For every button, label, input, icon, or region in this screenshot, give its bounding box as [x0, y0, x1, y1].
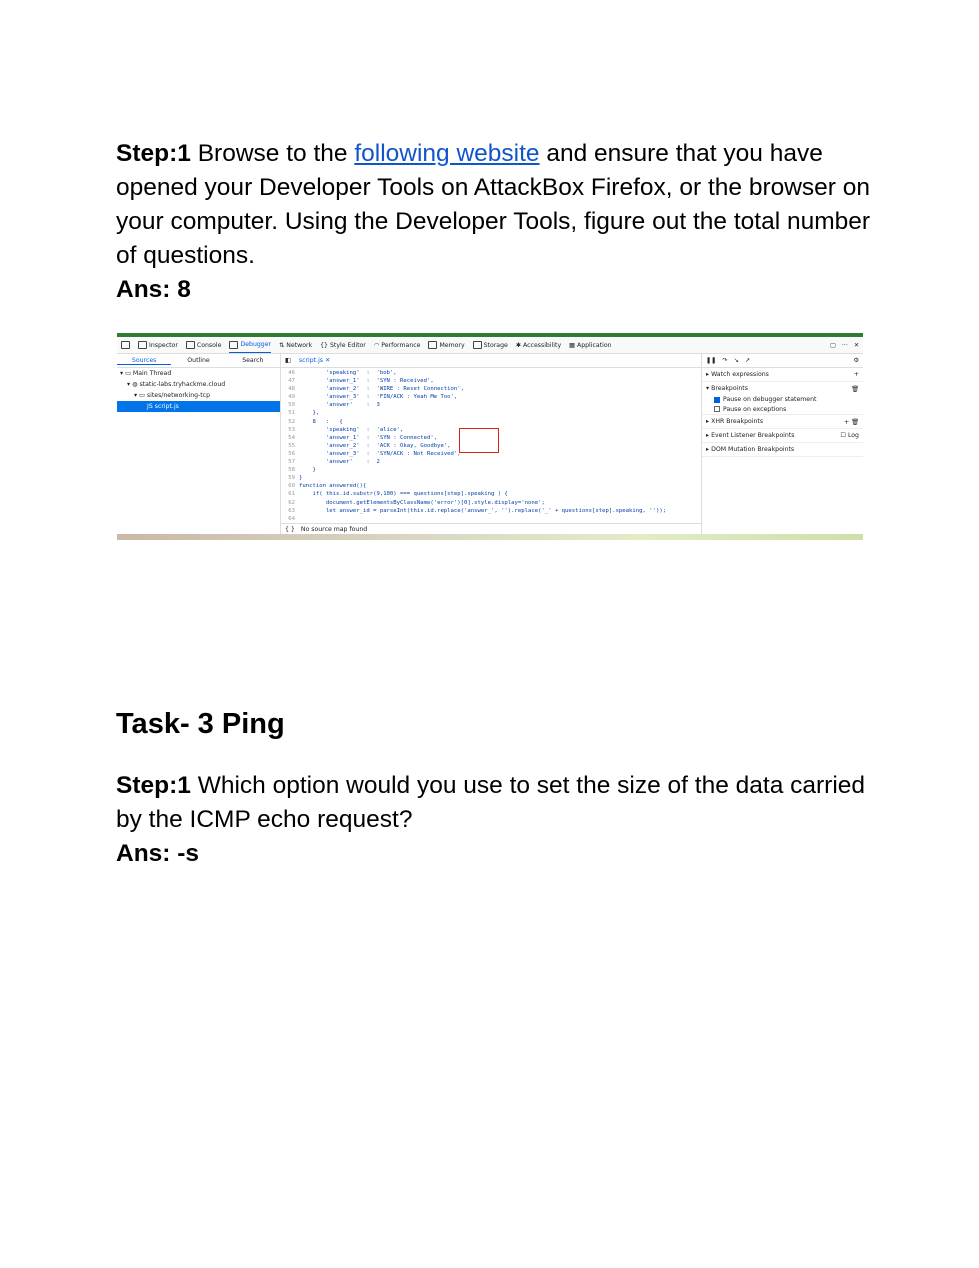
line-text: let answer_id = parseInt(this.id.replace('answer_', '').replace('_' + questions[step].speaking, '')); [299, 507, 667, 514]
code-line [281, 466, 701, 474]
code-line [281, 401, 701, 409]
debugger-icon [229, 341, 238, 349]
tool-application[interactable]: ▦ Application [569, 341, 612, 349]
line-number[interactable]: 49 [288, 394, 295, 401]
line-number[interactable]: 55 [288, 442, 295, 449]
task3-heading: Task- 3 Ping [116, 708, 285, 740]
tool-style-editor[interactable]: {} Style Editor [320, 341, 366, 349]
line-text: 'answer_3' : 'SYN/ACK : Not Received', [299, 450, 461, 457]
tool-console[interactable]: Console [186, 341, 222, 349]
line-number[interactable]: 60 [288, 483, 295, 490]
file-tab-script[interactable]: script.js ✕ [298, 357, 331, 364]
task3-paragraph [116, 769, 876, 871]
line-number[interactable]: 54 [288, 434, 295, 441]
network-icon: ⇅ [279, 341, 285, 349]
code-line [281, 377, 701, 385]
line-number[interactable]: 48 [288, 386, 295, 393]
gauge-icon: ◠ [373, 341, 380, 349]
code-pane [281, 354, 702, 534]
close-icon[interactable]: ✕ [853, 341, 859, 349]
line-number[interactable]: 46 [288, 370, 295, 376]
tab-search[interactable]: Search [242, 357, 264, 364]
file-tabs [281, 354, 701, 368]
pick-element-icon[interactable] [121, 341, 130, 349]
tab-sources[interactable]: Sources [117, 357, 171, 365]
more-icon[interactable]: ··· [841, 341, 848, 349]
tab-outline[interactable]: Outline [187, 357, 210, 364]
source-tree [117, 368, 280, 412]
no-source-map-label: No source map found [300, 525, 368, 533]
settings-icon[interactable]: ⚙ [853, 357, 859, 364]
add-trash-icon[interactable]: + 🗑 [843, 418, 859, 426]
step-in-icon[interactable]: ↘ [733, 357, 739, 364]
highlight-box [459, 428, 499, 453]
taskbar-strip [117, 534, 863, 540]
line-text: function answered(){ [299, 483, 367, 490]
code-line [281, 409, 701, 417]
task3-step-text: Which option would you use to set the size of the data carried by the ICMP echo request? [116, 772, 866, 833]
log-checkbox[interactable]: ☐ Log [840, 432, 859, 439]
code-line [281, 515, 701, 523]
code-line [281, 490, 701, 498]
step-out-icon[interactable]: ↗ [744, 357, 750, 364]
devtools-toolbar [117, 337, 863, 354]
step-over-icon[interactable]: ↷ [722, 357, 728, 364]
debugger-panes [117, 354, 863, 534]
line-number[interactable]: 57 [288, 459, 295, 466]
line-text: } [299, 475, 303, 482]
step1-text-a: Browse to the [190, 140, 355, 167]
line-text: }, [299, 410, 320, 417]
tree-item-folder[interactable]: ▾ ▭ sites/networking-tcp [134, 392, 211, 399]
line-number[interactable]: 58 [288, 467, 295, 474]
line-text: 'answer_1' : 'SYN : Connected', [299, 434, 438, 441]
tool-debugger[interactable]: Debugger [229, 338, 271, 353]
line-number[interactable]: 52 [288, 418, 295, 425]
line-number[interactable]: 47 [288, 378, 295, 385]
memory-icon [428, 341, 437, 349]
line-number[interactable]: 63 [288, 507, 295, 514]
checkbox-pause-debugger[interactable]: Pause on debugger statement [702, 395, 863, 404]
code-line [281, 458, 701, 466]
line-text: document.getElementsByClassName('error')[0].style.display='none'; [299, 499, 545, 506]
devtools-screenshot [117, 333, 863, 540]
code-footer [281, 523, 701, 534]
line-text: 'answer' : 3 [299, 402, 380, 409]
task3-answer: Ans: -s [116, 840, 200, 867]
tree-item-script[interactable]: JS script.js [117, 401, 280, 412]
line-number[interactable]: 56 [288, 450, 295, 457]
dock-icon[interactable]: ▢ [830, 341, 836, 349]
code-line [281, 369, 701, 377]
section-event-listener[interactable]: ▸ Event Listener Breakpoints ☐ Log [702, 429, 863, 443]
tool-memory[interactable]: Memory [428, 341, 464, 349]
tree-item-main-thread[interactable]: ▾ ▭ Main Thread [120, 370, 172, 377]
debugger-sidebar [702, 354, 863, 534]
inspector-icon [138, 341, 147, 349]
sources-pane [117, 354, 281, 534]
line-number[interactable]: 61 [288, 491, 295, 498]
trash-icon[interactable]: 🗑 [851, 385, 859, 393]
code-line [281, 482, 701, 490]
code-line [281, 474, 701, 482]
section-dom-mutation[interactable]: ▸ DOM Mutation Breakpoints [702, 443, 863, 457]
tool-inspector[interactable]: Inspector [138, 341, 178, 349]
step1-text-b: and ensure that you have opened your Developer Tools on AttackBox Firefox, or the browser on your computer. Using the Developer Tools, figure out the total number of questions. [116, 140, 871, 269]
line-number[interactable]: 50 [288, 402, 295, 409]
section-breakpoints[interactable]: ▾ Breakpoints 🗑 [706, 385, 859, 393]
tree-item-domain[interactable]: ▾ ◍ static-labs.tryhackme.cloud [127, 381, 226, 388]
line-text: 'speaking' : 'bob', [299, 370, 397, 376]
line-number[interactable]: 51 [288, 410, 295, 417]
line-text: 'answer_3' : 'FIN/ACK : Yeah Me Too', [299, 394, 458, 401]
braces-icon: {} [320, 341, 328, 349]
section-watch[interactable]: ▸ Watch expressions + [702, 368, 863, 382]
toggle-sidebar-icon[interactable]: ◧ [285, 357, 291, 364]
line-text: 'speaking' : 'alice', [299, 426, 404, 433]
add-icon[interactable]: + [853, 371, 859, 378]
line-text: 8 : { [299, 418, 343, 425]
code-line [281, 499, 701, 507]
line-number[interactable]: 59 [288, 475, 295, 482]
step1-answer: Ans: 8 [116, 276, 191, 303]
following-website-link[interactable]: following website [354, 140, 540, 167]
code-line [281, 507, 701, 515]
tool-storage[interactable]: Storage [473, 341, 508, 349]
step1-paragraph [116, 137, 876, 307]
storage-icon [473, 341, 482, 349]
code-line [281, 385, 701, 393]
console-icon [186, 341, 195, 349]
pretty-print-icon[interactable]: { } [285, 525, 295, 533]
checkbox-pause-exceptions[interactable]: Pause on exceptions [702, 404, 863, 415]
tool-performance[interactable]: ◠ Performance [373, 341, 421, 349]
accessibility-icon: ✱ [515, 341, 522, 349]
section-xhr[interactable]: ▸ XHR Breakpoints + 🗑 [702, 415, 863, 429]
tool-network[interactable]: ⇅ Network [279, 341, 313, 349]
line-text: 'answer_1' : 'SYN : Received', [299, 378, 434, 385]
step1-label: Step:1 [116, 140, 191, 167]
line-number[interactable]: 62 [288, 499, 295, 506]
tool-accessibility[interactable]: ✱ Accessibility [515, 341, 562, 349]
line-text: 'answer' : 2 [299, 459, 380, 466]
line-text: } [299, 467, 316, 474]
line-number[interactable]: 64 [288, 515, 295, 522]
step-controls [702, 354, 863, 368]
line-text: if( this.id.substr(9,100) === questions[step].speaking ) { [299, 491, 508, 498]
task3-step-label: Step:1 [116, 772, 191, 799]
grid-icon: ▦ [569, 341, 575, 349]
line-number[interactable]: 53 [288, 426, 295, 433]
line-text: 'answer_2' : 'ACK : Okay, Goodbye', [299, 442, 451, 449]
sources-tabs [117, 354, 280, 368]
code-line [281, 418, 701, 426]
line-text: 'answer_2' : 'WIRE : Reset Connection', [299, 386, 465, 393]
code-line [281, 393, 701, 401]
pause-icon[interactable]: ❚❚ [706, 357, 717, 364]
